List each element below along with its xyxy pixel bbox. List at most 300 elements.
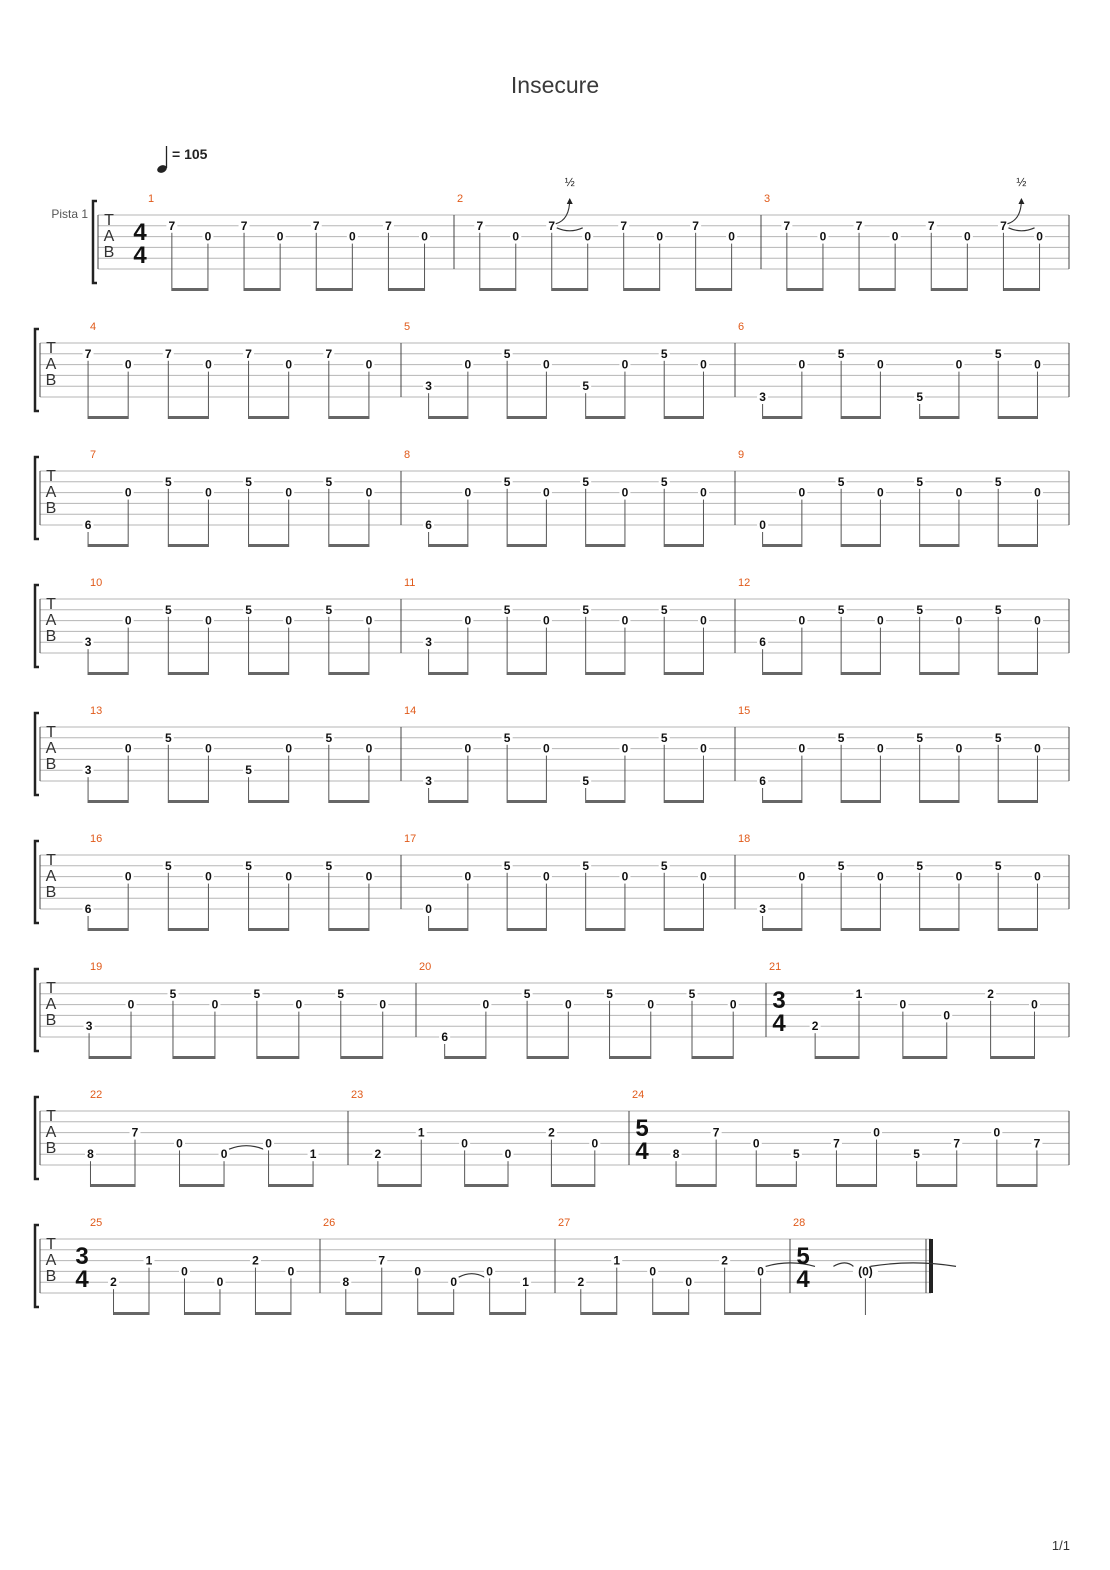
fret-number: 0 (993, 1125, 1001, 1140)
beam (465, 1184, 508, 1187)
fret-number: 6 (441, 1030, 449, 1044)
measure-number: 1 (148, 193, 155, 205)
fret-number: 1 (145, 1253, 153, 1268)
bend-label: ½ (1016, 175, 1027, 189)
beam (676, 1184, 716, 1187)
fret-number: 0 (584, 229, 592, 244)
beam (378, 1184, 421, 1187)
fret-number: 0 (955, 357, 963, 372)
tab-clef-letter: T (46, 852, 56, 869)
fret-number: 5 (994, 602, 1002, 617)
fret-number: 0 (204, 229, 212, 244)
fret-number: 7 (476, 218, 484, 233)
fret-number: 0 (265, 1136, 272, 1151)
fret-number: 0 (181, 1264, 188, 1279)
beam (763, 928, 802, 931)
fret-number: 0 (700, 613, 707, 628)
beam (815, 1056, 859, 1059)
beam (586, 800, 625, 803)
fret-number: 0 (216, 1275, 224, 1290)
system-bracket (35, 585, 39, 667)
bend-arrowhead (1018, 198, 1024, 204)
fret-number: 7 (855, 218, 863, 233)
time-signature-numerator: 4 (133, 219, 147, 246)
measure (738, 321, 1069, 419)
measure (738, 833, 1069, 931)
measure (404, 705, 735, 803)
fret-number: 5 (503, 858, 511, 873)
measure-number: 27 (558, 1217, 571, 1229)
fret-number: 0 (621, 613, 629, 628)
measure (404, 321, 735, 419)
fret-number: 0 (124, 485, 132, 500)
fret-number: 0 (543, 869, 550, 884)
fret-number: 0 (127, 997, 135, 1012)
measure-number: 8 (404, 449, 411, 461)
fret-number: 5 (916, 474, 924, 489)
beam (507, 672, 546, 675)
fret-number: 7 (712, 1125, 720, 1140)
measure (738, 705, 1069, 803)
tab-clef-letter: T (46, 340, 56, 357)
beam (168, 800, 208, 803)
beam (1003, 288, 1039, 291)
measure-number: 4 (90, 321, 97, 333)
fret-number: (0) (858, 1264, 873, 1279)
beam (429, 928, 468, 931)
fret-number: 0 (295, 997, 303, 1012)
fret-number: 5 (503, 730, 511, 745)
fret-number: 1 (417, 1125, 425, 1140)
track-name: Pista 1 (51, 207, 88, 221)
beam (329, 928, 369, 931)
beam (920, 800, 959, 803)
fret-number: 5 (582, 858, 590, 873)
beam (725, 1312, 761, 1315)
beam (88, 672, 128, 675)
beam (841, 800, 880, 803)
fret-number: 0 (504, 1147, 512, 1162)
fret-number: 8 (672, 1147, 680, 1162)
beam (664, 928, 703, 931)
beam (931, 288, 967, 291)
fret-number: 0 (700, 485, 707, 500)
fret-number: 5 (523, 986, 531, 1001)
fret-number: 0 (759, 518, 766, 532)
beam (920, 672, 959, 675)
fret-number: 3 (85, 1019, 93, 1034)
fret-number: 0 (621, 869, 629, 884)
tab-clef-letter: A (103, 228, 115, 245)
fret-number: 7 (833, 1136, 840, 1151)
beam (329, 800, 369, 803)
fret-number: 7 (131, 1125, 139, 1140)
beam (998, 672, 1037, 675)
fret-number: 5 (660, 858, 668, 873)
fret-number: 5 (916, 858, 924, 873)
beam (696, 288, 732, 291)
measure-number: 7 (90, 449, 97, 461)
measure-number: 24 (632, 1089, 645, 1101)
beam (859, 288, 895, 291)
measure (769, 961, 1069, 1059)
time-signature-numerator: 3 (772, 987, 786, 1014)
fret-number: 0 (955, 485, 963, 500)
fret-number: 0 (124, 613, 132, 628)
tab-clef-letter: A (45, 740, 57, 757)
fret-number: 2 (252, 1253, 259, 1268)
beam (329, 416, 369, 419)
fret-number: 3 (425, 379, 432, 394)
tab-clef-letter: B (45, 884, 57, 901)
beam (664, 416, 703, 419)
fret-number: 8 (87, 1147, 94, 1162)
beam (249, 928, 289, 931)
fret-number: 0 (348, 229, 356, 244)
tab-clef-letter: B (45, 372, 57, 389)
beam (172, 288, 208, 291)
beam (998, 416, 1037, 419)
fret-number: 5 (837, 730, 845, 745)
beam (255, 1312, 290, 1315)
measure (83, 833, 401, 931)
fret-number: 0 (464, 869, 472, 884)
beam (329, 672, 369, 675)
beam (507, 928, 546, 931)
fret-number: 0 (365, 613, 373, 628)
measure-number: 2 (457, 193, 464, 205)
fret-number: 0 (365, 485, 373, 500)
beam (429, 672, 468, 675)
fret-number: 0 (564, 997, 572, 1012)
measure-number: 12 (738, 577, 751, 589)
fret-number: 3 (425, 774, 432, 788)
fret-number: 3 (759, 902, 766, 916)
measure (83, 705, 401, 803)
fret-number: 0 (220, 1147, 228, 1162)
beam (551, 1184, 594, 1187)
tie-arc (1008, 228, 1034, 231)
measure-number: 22 (90, 1089, 103, 1101)
fret-number: 7 (245, 346, 252, 361)
fret-number: 0 (464, 741, 472, 756)
beam (998, 544, 1037, 547)
tab-clef-letter: B (45, 1140, 57, 1157)
fret-number: 0 (414, 1264, 422, 1279)
fret-number: 7 (953, 1136, 961, 1151)
fret-number: 0 (285, 357, 293, 372)
tab-clef-letter: A (45, 484, 57, 501)
fret-number: 0 (205, 613, 212, 628)
fret-number: 5 (503, 474, 511, 489)
tab-system (35, 705, 1069, 803)
beam (664, 544, 703, 547)
fret-number: 0 (365, 357, 373, 372)
measure-number: 20 (419, 961, 432, 973)
beam (480, 288, 516, 291)
fret-number: 7 (620, 218, 628, 233)
beam (429, 544, 468, 547)
tab-system (35, 577, 1069, 675)
beam (581, 1312, 617, 1315)
beam (763, 800, 802, 803)
tab-system (35, 1217, 956, 1315)
fret-number: 2 (110, 1275, 117, 1290)
beam (445, 1056, 486, 1059)
measure (404, 449, 735, 547)
beam (184, 1312, 219, 1315)
fret-number: 0 (461, 1136, 468, 1151)
fret-number: 0 (464, 613, 472, 628)
measure-number: 9 (738, 449, 745, 461)
fret-number: 0 (819, 229, 827, 244)
fret-number: 0 (205, 485, 212, 500)
fret-number: 5 (325, 474, 333, 489)
fret-number: 5 (169, 986, 177, 1001)
fret-number: 5 (837, 474, 845, 489)
final-barline-thick (929, 1239, 933, 1293)
fret-number: 0 (543, 485, 550, 500)
fret-number: 7 (927, 218, 935, 233)
beam (664, 800, 703, 803)
measure-number: 5 (404, 321, 411, 333)
fret-number: 1 (522, 1275, 529, 1290)
fret-number: 0 (877, 613, 884, 628)
beam (664, 672, 703, 675)
fret-number: 0 (798, 613, 806, 628)
fret-number: 8 (342, 1275, 350, 1290)
measure (85, 1089, 348, 1187)
fret-number: 1 (855, 986, 863, 1001)
fret-number: 0 (124, 357, 132, 372)
beam (552, 288, 588, 291)
fret-number: 0 (752, 1136, 760, 1151)
fret-number: 5 (164, 858, 172, 873)
fret-number: 5 (837, 858, 845, 873)
fret-number: 2 (721, 1253, 728, 1268)
fret-number: 5 (913, 1147, 920, 1162)
fret-number: 2 (548, 1125, 555, 1140)
fret-number: 0 (877, 869, 884, 884)
fret-number: 5 (253, 986, 261, 1001)
fret-number: 6 (425, 518, 432, 532)
fret-number: 5 (503, 602, 511, 617)
fret-number: 0 (482, 997, 490, 1012)
measure-number: 13 (90, 705, 103, 717)
tab-clef-letter: B (103, 244, 115, 261)
fret-number: 5 (660, 346, 668, 361)
measure (793, 1217, 956, 1315)
fret-number: 0 (621, 741, 629, 756)
fret-number: 5 (660, 730, 668, 745)
tab-clef-letter: T (46, 1108, 56, 1125)
tempo-value: = 105 (172, 146, 208, 162)
fret-number: 7 (378, 1253, 386, 1268)
fret-number: 5 (582, 379, 590, 394)
fret-number: 7 (164, 346, 172, 361)
measure (133, 193, 454, 291)
fret-number: 0 (1034, 485, 1041, 500)
beam (180, 1184, 225, 1187)
fret-number: 0 (647, 997, 655, 1012)
fret-number: 0 (1036, 229, 1043, 244)
fret-number: 5 (916, 602, 924, 617)
fret-number: 0 (1034, 869, 1041, 884)
measure (457, 175, 761, 291)
tab-clef-letter: B (45, 628, 57, 645)
beam (997, 1184, 1037, 1187)
fret-number: 5 (325, 730, 333, 745)
measure-number: 17 (404, 833, 417, 845)
measure (323, 1217, 555, 1315)
fret-number: 0 (365, 741, 373, 756)
fret-number: 0 (873, 1125, 880, 1140)
beam (329, 544, 369, 547)
fret-number: 0 (877, 357, 884, 372)
tab-system (35, 833, 1069, 931)
measure-number: 21 (769, 961, 782, 973)
measure-number: 10 (90, 577, 103, 589)
fret-number: 0 (943, 1008, 951, 1023)
system-bracket (35, 713, 39, 795)
fret-number: 0 (425, 902, 432, 916)
measure (75, 1217, 320, 1315)
fret-number: 5 (164, 730, 172, 745)
beam (249, 416, 289, 419)
tab-system (35, 1089, 1069, 1187)
fret-number: 5 (660, 474, 668, 489)
fret-number: 0 (685, 1275, 693, 1290)
fret-number: 5 (688, 986, 696, 1001)
measure (351, 1089, 629, 1187)
fret-number: 0 (464, 357, 472, 372)
beam (388, 288, 424, 291)
beam (920, 928, 959, 931)
fret-number: 5 (582, 602, 590, 617)
fret-number: 0 (450, 1275, 458, 1290)
fret-number: 0 (877, 485, 884, 500)
measure-number: 16 (90, 833, 103, 845)
measure (404, 577, 735, 675)
fret-number: 0 (379, 997, 387, 1012)
fret-number: 5 (916, 730, 924, 745)
fret-number: 0 (124, 869, 132, 884)
time-signature-denominator: 4 (635, 1138, 649, 1165)
beam (90, 1184, 135, 1187)
beam (841, 544, 880, 547)
fret-number: 5 (793, 1147, 800, 1162)
fret-number: 0 (700, 357, 707, 372)
fret-number: 6 (84, 518, 92, 532)
fret-number: 7 (385, 218, 392, 233)
beam (114, 1312, 149, 1315)
fret-number: 2 (811, 1019, 819, 1034)
measure-number: 25 (90, 1217, 103, 1229)
tab-clef-letter: A (45, 996, 57, 1013)
beam (418, 1312, 454, 1315)
tab-clef-letter: A (45, 868, 57, 885)
fret-number: 0 (798, 357, 806, 372)
fret-number: 0 (285, 869, 293, 884)
fret-number: 0 (798, 869, 806, 884)
measure-number: 18 (738, 833, 751, 845)
time-signature-numerator: 5 (796, 1243, 810, 1270)
fret-number: 5 (837, 346, 845, 361)
fret-number: 3 (84, 635, 92, 650)
fret-number: 5 (994, 474, 1002, 489)
beam (920, 544, 959, 547)
fret-number: 0 (621, 357, 629, 372)
fret-number: 0 (899, 997, 907, 1012)
fret-number: 7 (548, 218, 556, 233)
tab-clef-letter: T (46, 468, 56, 485)
fret-number: 3 (84, 763, 92, 778)
beam (88, 416, 128, 419)
fret-number: 0 (877, 741, 884, 756)
beam (88, 544, 128, 547)
tab-clef-letter: A (45, 1252, 57, 1269)
measure-number: 6 (738, 321, 745, 333)
beam (610, 1056, 651, 1059)
fret-number: 2 (987, 986, 994, 1001)
system-bracket (35, 457, 39, 539)
fret-number: 0 (205, 741, 212, 756)
fret-number: 5 (582, 474, 590, 489)
fret-number: 5 (994, 858, 1002, 873)
tab-clef-letter: B (45, 500, 57, 517)
beam (586, 416, 625, 419)
system-bracket (35, 329, 39, 411)
fret-number: 5 (916, 390, 924, 404)
beam (527, 1056, 568, 1059)
measure (84, 961, 416, 1059)
time-signature-denominator: 4 (133, 242, 147, 269)
fret-number: 5 (245, 763, 252, 778)
measure-number: 26 (323, 1217, 336, 1229)
beam (346, 1312, 382, 1315)
fret-number: 5 (582, 774, 590, 788)
fret-number: 0 (728, 229, 735, 244)
tab-clef-letter: T (46, 1236, 56, 1253)
beam (269, 1184, 314, 1187)
beam (917, 1184, 957, 1187)
fret-number: 5 (245, 858, 252, 873)
beam (341, 1056, 383, 1059)
measure-number: 3 (764, 193, 771, 205)
tab-clef-letter: B (45, 756, 57, 773)
fret-number: 0 (205, 869, 212, 884)
beam (653, 1312, 689, 1315)
fret-number: 0 (512, 229, 520, 244)
time-signature-numerator: 5 (635, 1115, 649, 1142)
tie-arc (870, 1263, 956, 1267)
beam (998, 800, 1037, 803)
fret-number: 5 (503, 346, 511, 361)
measure-number: 14 (404, 705, 417, 717)
tie-arc (557, 228, 583, 231)
beam (89, 1056, 131, 1059)
measure (738, 449, 1069, 547)
fret-number: 0 (891, 229, 899, 244)
tab-clef-letter: B (45, 1268, 57, 1285)
beam (249, 800, 289, 803)
beam (841, 928, 880, 931)
fret-number: 0 (543, 357, 550, 372)
measure (83, 449, 401, 547)
beam (841, 416, 880, 419)
fret-number: 7 (240, 218, 248, 233)
measure-number: 28 (793, 1217, 806, 1229)
